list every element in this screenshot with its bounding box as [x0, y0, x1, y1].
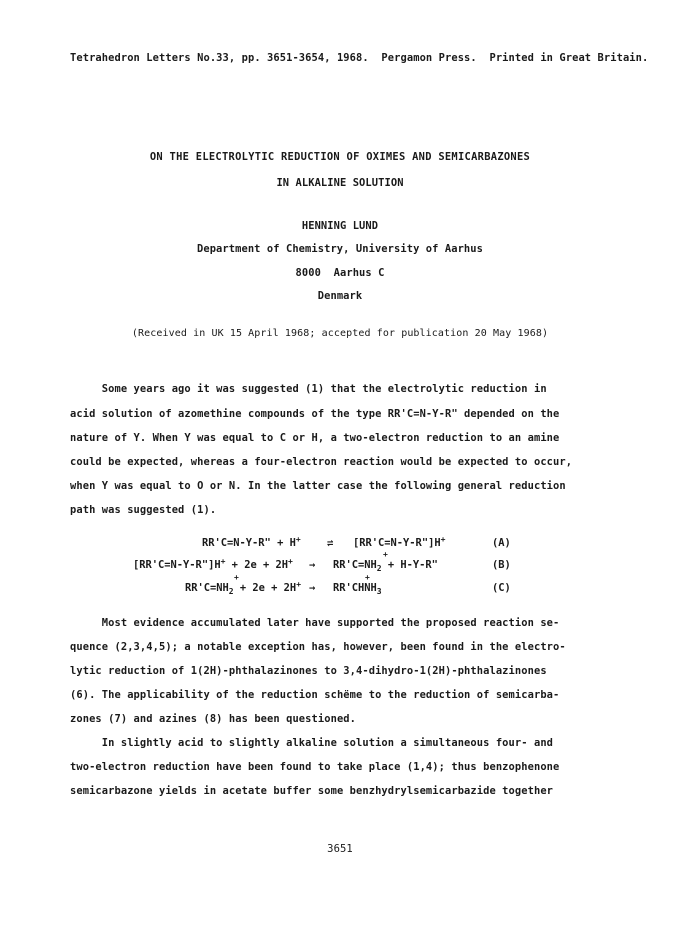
paragraph-2-line: (6). The applicability of the reduction schëme to the reduction of semicarba- — [70, 689, 560, 701]
equation-c-rhs-charge: + — [365, 573, 370, 582]
equation-b-rhs: $RR'C=NH_2 + H-Y-R$" — [333, 559, 438, 573]
equation-b-arrow: → — [309, 559, 316, 571]
affiliation-city: 8000 Aarhus C — [295, 267, 385, 279]
article-title-line-1: ON THE ELECTROLYTIC REDUCTION OF OXIMES AND SEMICARBAZONES — [149, 151, 531, 163]
paragraph-1-line: nature of Y. When Y was equal to C or H, a two-electron reduction to an amine — [70, 432, 560, 444]
paragraph-3-line: two-electron reduction have been found to take place (1,4); thus benzophenone — [70, 761, 560, 773]
equation-c-rhs: $RR'CHNH_3$ — [333, 582, 382, 596]
paragraph-1-line: Some years ago it was suggested (1) that the electrolytic reduction in — [70, 383, 547, 395]
equation-a-rhs: [RR'C=N-Y-R"]H+ — [353, 535, 446, 549]
received-note: (Received in UK 15 April 1968; accepted for publication 20 May 1968) — [131, 328, 549, 339]
paragraph-2-line: zones (7) and azines (8) has been questioned. — [70, 713, 357, 725]
paragraph-1-line: path was suggested (1). — [70, 504, 217, 516]
equation-b-charge: + — [383, 550, 388, 559]
equation-c-arrow: → — [309, 582, 316, 594]
paragraph-2-line: quence (2,3,4,5); a notable exception has, however, been found in the electro- — [70, 641, 566, 653]
equation-b-label: (B) — [492, 559, 511, 571]
paragraph-3-line: semicarbazone yields in acetate buffer some benzhydrylsemicarbazide together — [70, 785, 554, 797]
equation-c-lhs-charge: + — [234, 573, 239, 582]
author-name: HENNING LUND — [301, 220, 379, 232]
paragraph-1-line: acid solution of azomethine compounds of the type RR'C=N-Y-R" depended on the — [70, 408, 560, 420]
article-title-line-2: IN ALKALINE SOLUTION — [276, 177, 404, 189]
page-number: 3651 — [327, 843, 353, 855]
equation-a-lhs: RR'C=N-Y-R" + H+ — [202, 535, 301, 549]
equation-c-lhs: $RR'C=NH_2 + 2e + 2H^+$ — [185, 580, 302, 596]
equation-a-label: (A) — [492, 537, 511, 549]
paragraph-2-line: lytic reduction of 1(2H)-phthalazinones to 3,4-dihydro-1(2H)-phthalazinones — [70, 665, 547, 677]
equation-a-arrow: ⇌ — [327, 537, 334, 549]
equation-b-lhs: [RR'C=N-Y-R"]H+ + 2e + 2H+ — [133, 557, 293, 571]
affiliation-department: Department of Chemistry, University of Aarhus — [196, 243, 483, 255]
affiliation-country: Denmark — [317, 290, 363, 302]
journal-header: Tetrahedron Letters No.33, pp. 3651-3654, 1968. Pergamon Press. Printed in Great Britain. — [70, 52, 649, 64]
paragraph-3-line: In slightly acid to slightly alkaline solution a simultaneous four- and — [70, 737, 554, 749]
paragraph-1-line: could be expected, whereas a four-electron reaction would be expected to occur, — [70, 456, 573, 468]
equation-c-label: (C) — [492, 582, 511, 594]
paragraph-1-line: when Y was equal to O or N. In the latter case the following general reduction — [70, 480, 566, 492]
paragraph-2-line: Most evidence accumulated later have supported the proposed reaction se- — [70, 617, 560, 629]
